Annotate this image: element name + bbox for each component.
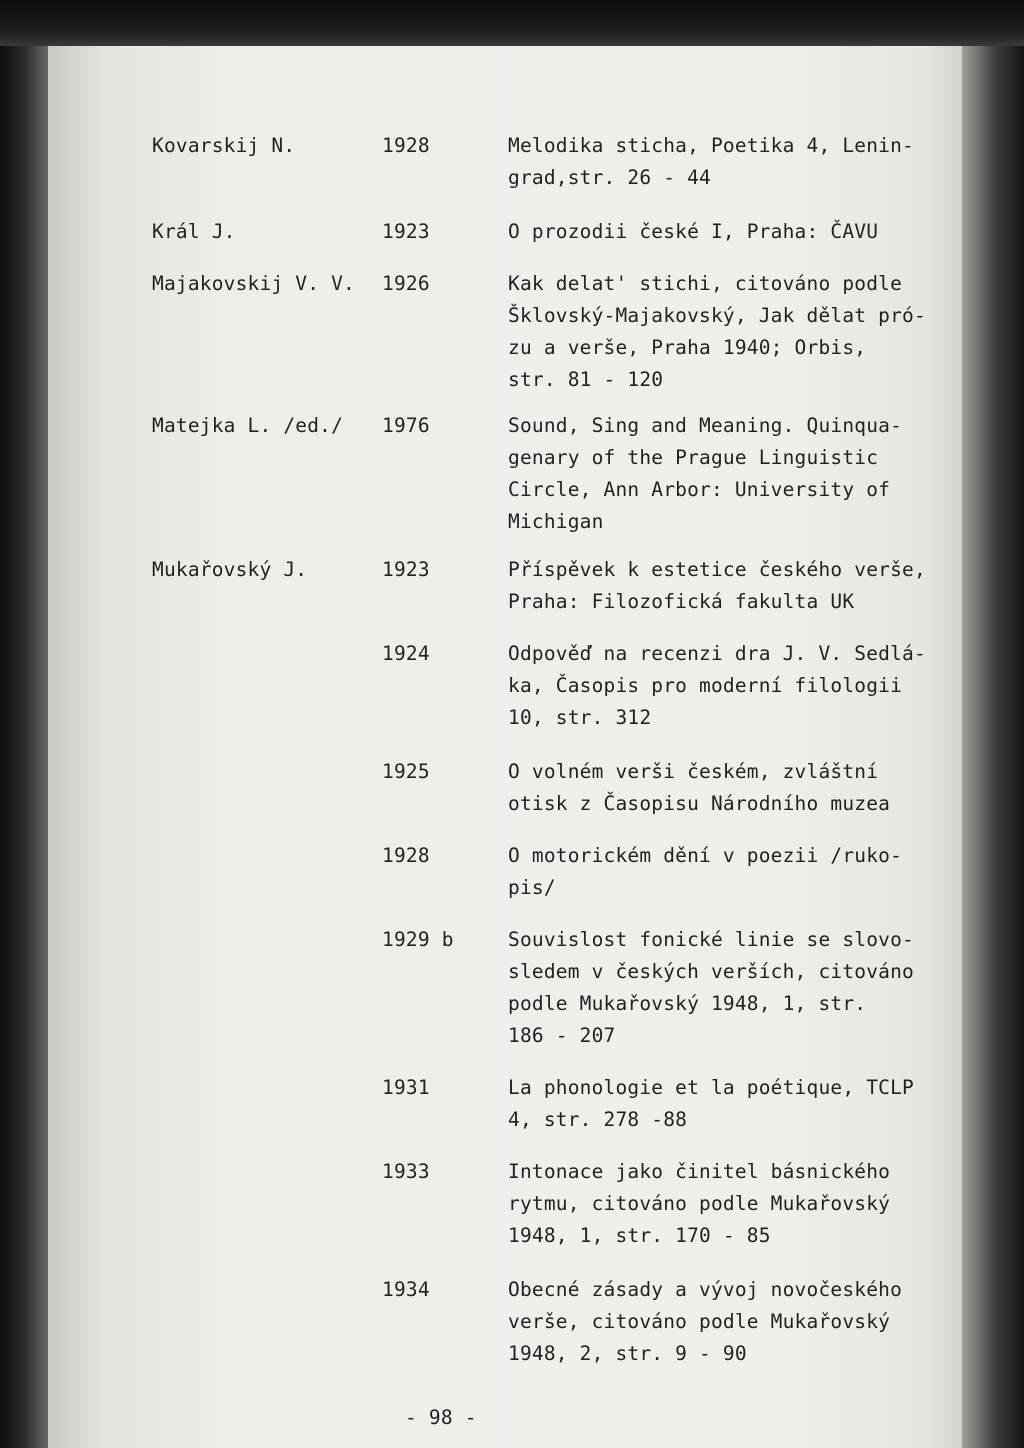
entry-title-line: Praha: Filozofická fakulta UK: [508, 590, 855, 613]
entry-title-line: Souvislost fonické linie se slovo-: [508, 928, 914, 951]
entry-title-line: str. 81 - 120: [508, 368, 664, 391]
entry-title-line: Obecné zásady a vývoj novočeského: [508, 1278, 903, 1301]
entry-title-line: La phonologie et la poétique, TCLP: [508, 1076, 914, 1099]
entry-title-line: podle Mukařovský 1948, 1, str.: [508, 992, 867, 1015]
entry-title-line: O prozodii české I, Praha: ČAVU: [508, 220, 879, 243]
entry-author: Matejka L. /ed./: [152, 414, 344, 437]
entry-author: Král J.: [152, 220, 236, 243]
entry-author: Majakovskij V. V.: [152, 272, 355, 295]
entry-title-line: 186 - 207: [508, 1024, 616, 1047]
entry-year: 1931: [382, 1076, 430, 1099]
entry-title-line: Příspěvek k estetice českého verše,: [508, 558, 926, 581]
entry-title-line: Odpověď na recenzi dra J. V. Sedlá-: [508, 642, 926, 665]
entry-author: Kovarskij N.: [152, 134, 296, 157]
entry-title-line: rytmu, citováno podle Mukařovský: [508, 1192, 891, 1215]
entry-title-line: ka, Časopis pro moderní filologii: [508, 674, 903, 697]
entry-title-line: pis/: [508, 876, 556, 899]
entry-title-line: grad,str. 26 - 44: [508, 166, 711, 189]
entry-title-line: Michigan: [508, 510, 604, 533]
entry-year: 1925: [382, 760, 430, 783]
entry-title-line: verše, citováno podle Mukařovský: [508, 1310, 891, 1333]
document-page: [48, 40, 962, 1448]
entry-year: 1924: [382, 642, 430, 665]
entry-title-line: Circle, Ann Arbor: University of: [508, 478, 891, 501]
entry-title-line: zu a verše, Praha 1940; Orbis,: [508, 336, 867, 359]
entry-title-line: 10, str. 312: [508, 706, 652, 729]
entry-title-line: Intonace jako činitel básnického: [508, 1160, 891, 1183]
entry-title-line: O volném verši českém, zvláštní: [508, 760, 879, 783]
page-number: - 98 -: [405, 1406, 477, 1429]
entry-year: 1923: [382, 220, 430, 243]
entry-title-line: 1948, 2, str. 9 - 90: [508, 1342, 747, 1365]
entry-title-line: 1948, 1, str. 170 - 85: [508, 1224, 771, 1247]
entry-year: 1934: [382, 1278, 430, 1301]
entry-title-line: Kak delat' stichi, citováno podle: [508, 272, 903, 295]
entry-year: 1929 b: [382, 928, 454, 951]
entry-title-line: Melodika sticha, Poetika 4, Lenin-: [508, 134, 914, 157]
entry-year: 1923: [382, 558, 430, 581]
right-page-edge: [954, 0, 1024, 1448]
entry-year: 1976: [382, 414, 430, 437]
entry-title-line: O motorickém dění v poezii /ruko-: [508, 844, 903, 867]
entry-title-line: sledem v českých verších, citováno: [508, 960, 914, 983]
entry-title-line: Šklovský-Majakovský, Jak dělat pró-: [508, 304, 926, 327]
entry-title-line: Sound, Sing and Meaning. Quinqua-: [508, 414, 903, 437]
entry-year: 1928: [382, 844, 430, 867]
top-shadow: [0, 0, 1024, 46]
entry-year: 1928: [382, 134, 430, 157]
entry-title-line: 4, str. 278 -88: [508, 1108, 688, 1131]
entry-year: 1933: [382, 1160, 430, 1183]
entry-author: Mukařovský J.: [152, 558, 308, 581]
entry-title-line: otisk z Časopisu Národního muzea: [508, 792, 891, 815]
entry-year: 1926: [382, 272, 430, 295]
entry-title-line: genary of the Prague Linguistic: [508, 446, 879, 469]
